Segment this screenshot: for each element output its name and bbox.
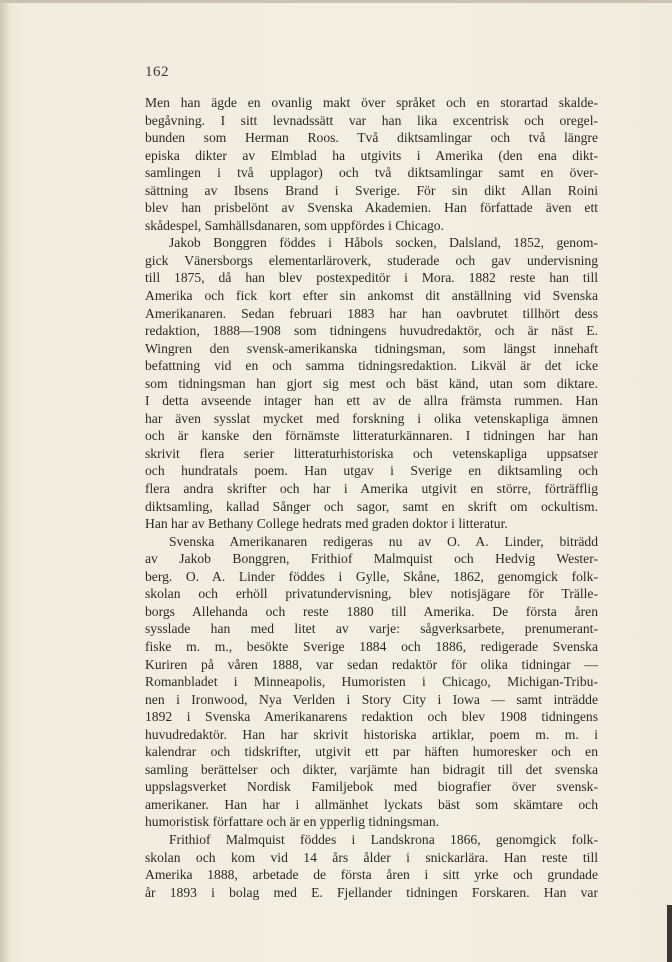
text-line: redaktion, 1888—1908 som tidningens huvudredaktör, och är näst E. bbox=[145, 323, 598, 339]
text-line: uppslagsverket Nordisk Familjebok med biografier över svensk- bbox=[145, 779, 598, 795]
page-top-edge bbox=[0, 0, 672, 3]
text-line: befattning vid en och samma tidningsredaktion. Likväl är det icke bbox=[145, 358, 598, 374]
text-line: år 1893 i bolag med E. Fjellander tidningen Forskaren. Han var bbox=[145, 884, 598, 900]
text-line: och hundratals poem. Han utgav i Sverige en diktsamling och bbox=[145, 463, 598, 479]
text-line: humoristisk författare och är en ypperlig tidningsman. bbox=[145, 814, 440, 830]
text-line: flera andra skrifter och har i Amerika utgivit en större, förträfflig bbox=[145, 481, 598, 497]
text-line: Romanbladet i Minneapolis, Humoristen i Chicago, Michigan-Tribu- bbox=[145, 674, 598, 690]
text-line: sättning av Ibsens Brand i Sverige. För sin dikt Allan Roini bbox=[145, 182, 598, 198]
page-number: 162 bbox=[145, 64, 169, 80]
text-line: 1892 i Svenska Amerikanarens redaktion och blev 1908 tidningens bbox=[145, 709, 598, 725]
text-line: nen i Ironwood, Nya Verlden i Story City i Iowa — samt inträdde bbox=[145, 691, 598, 707]
text-line: gick Vänersborgs elementarläroverk, studerade och gav undervisning bbox=[145, 252, 598, 268]
text-line: begåvning. I sitt levnadssätt var han lika excentrisk och oregel- bbox=[145, 112, 598, 128]
body-text bbox=[145, 94, 598, 901]
text-line: som tidningsman han gjort sig mest och bäst känd, utan som diktare. bbox=[145, 375, 598, 391]
text-line: borgs Allehanda och reste 1880 till Amerika. De första åren bbox=[145, 603, 598, 619]
text-line: Amerikanaren. Sedan februari 1883 har han oavbrutet tillhört dess bbox=[145, 305, 598, 321]
text-line: Amerika och fick kort efter sin ankomst dit anställning vid Svenska bbox=[145, 288, 598, 304]
text-line: blev han prisbelönt av Svenska Akademien. Han författade även ett bbox=[145, 200, 598, 216]
text-line: Svenska Amerikanaren redigeras nu av O. A. Linder, biträdd bbox=[169, 533, 598, 549]
text-line: Han har av Bethany College hedrats med graden doktor i litteratur. bbox=[145, 516, 508, 532]
text-line: skolan och kom vid 14 års ålder i snickarlära. Han reste till bbox=[145, 849, 598, 865]
text-line: Amerika 1888, arbetade de första åren i sitt yrke och grundade bbox=[145, 867, 598, 883]
text-line: samling berättelser och dikter, varjämte han bidragit till det svenska bbox=[145, 761, 598, 777]
text-line: Men han ägde en ovanlig makt över språket och en storartad skalde- bbox=[145, 95, 598, 110]
scan-edge-mark bbox=[667, 905, 672, 962]
text-line: Jakob Bonggren föddes i Håbols socken, Dalsland, 1852, genom- bbox=[169, 235, 598, 251]
text-line: berg. O. A. Linder föddes i Gylle, Skåne, 1862, genomgick folk- bbox=[145, 568, 598, 584]
text-line: kalendrar och tidskrifter, utgivit ett par häften humoresker och en bbox=[145, 744, 598, 760]
text-line: diktsamling, kallad Sånger och sagor, samt en skrift om ockultism. bbox=[145, 498, 598, 514]
text-line: Wingren den svensk-amerikanska tidningsman, som längst innehaft bbox=[145, 340, 598, 356]
page-left-edge bbox=[0, 0, 9, 962]
text-line: och är kanske den förnämste litteraturkännaren. I tidningen har han bbox=[145, 428, 598, 444]
text-line: amerikaner. Han har i allmänhet lyckats bäst som skämtare och bbox=[145, 796, 598, 812]
text-line: huvudredaktör. Han har skrivit historiska artiklar, poem m. m. i bbox=[145, 726, 598, 742]
text-line: skådespel, Samhällsdanaren, som uppfördes i Chicago. bbox=[145, 217, 444, 233]
text-line: till 1875, då han blev postexpeditör i Mora. 1882 reste han till bbox=[145, 270, 598, 286]
text-line: bunden som Herman Roos. Två diktsamlingar och två längre bbox=[145, 130, 598, 146]
text-line: Kuriren på våren 1888, var sedan redaktör för olika tidningar — bbox=[145, 656, 598, 672]
text-line: samlingen i två upplagor) och två diktsamlingar samt en över- bbox=[145, 165, 598, 181]
text-line: fiske m. m., besökte Sverige 1884 och 1886, redigerade Svenska bbox=[145, 638, 598, 654]
text-line: av Jakob Bonggren, Frithiof Malmquist och Hedvig Wester- bbox=[145, 551, 598, 567]
text-line: I detta avseende intager han ett av de allra främsta rummen. Han bbox=[145, 393, 598, 409]
text-line: episka dikter av Elmblad ha utgivits i Amerika (den ena dikt- bbox=[145, 147, 598, 163]
text-line: skrivit flera serier litteraturhistoriska och vetenskapliga uppsatser bbox=[145, 445, 598, 461]
text-line: har även sysslat mycket med forskning i olika vetenskapliga ämnen bbox=[145, 410, 598, 426]
text-line: sysslade han med litet av varje: sågverksarbete, prenumerant- bbox=[145, 621, 598, 637]
text-line: Frithiof Malmquist föddes i Landskrona 1866, genomgick folk- bbox=[169, 831, 598, 847]
text-line: skolan och erhöll privatundervisning, blev notisjägare för Trälle- bbox=[145, 586, 598, 602]
